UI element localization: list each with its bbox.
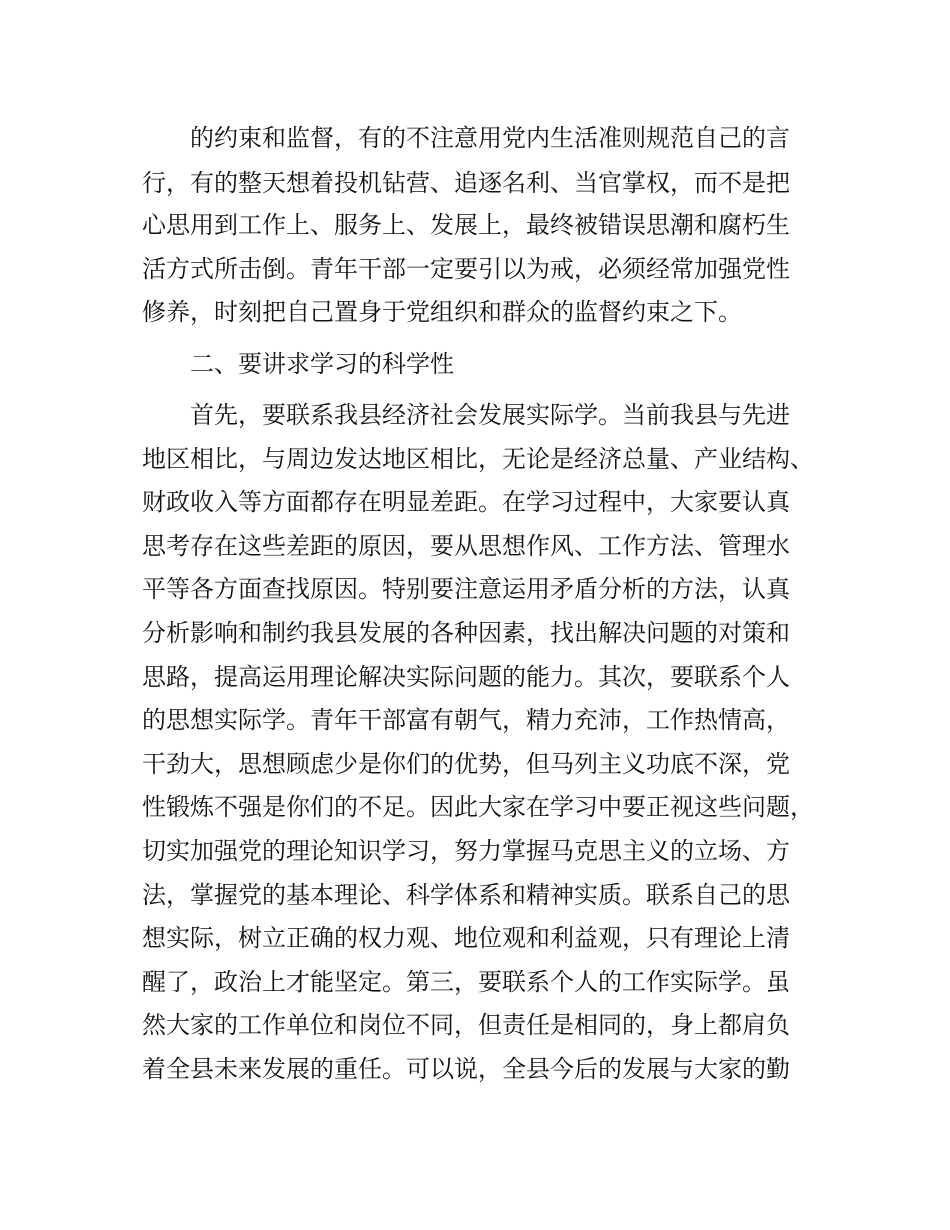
paragraph-line: 行，有的整天想着投机钻营、追逐名利、当官掌权，而不是把 — [142, 169, 790, 197]
paragraph-line: 地区相比，与周边发达地区相比，无论是经济总量、产业结构、 — [142, 445, 814, 473]
paragraph-line: 思考存在这些差距的原因，要从思想作风、工作方法、管理水 — [142, 532, 790, 560]
section-heading: 二、要讲求学习的科学性 — [190, 350, 454, 378]
paragraph-line: 平等各方面查找原因。特别要注意运用矛盾分析的方法，认真 — [142, 575, 790, 603]
paragraph-line: 活方式所击倒。青年干部一定要引以为戒，必须经常加强党性 — [142, 255, 790, 283]
paragraph-line: 性锻炼不强是你们的不足。因此大家在学习中要正视这些问题， — [142, 793, 814, 821]
paragraph-line: 干劲大，思想顾虑少是你们的优势，但马列主义功底不深，党 — [142, 750, 790, 778]
paragraph-line: 思路，提高运用理论解决实际问题的能力。其次，要联系个人 — [142, 663, 790, 691]
paragraph-line: 醒了，政治上才能坚定。第三，要联系个人的工作实际学。虽 — [142, 968, 790, 996]
paragraph-line: 心思用到工作上、服务上、发展上，最终被错误思潮和腐朽生 — [142, 211, 790, 239]
paragraph-line: 的思想实际学。青年干部富有朝气，精力充沛，工作热情高， — [142, 706, 790, 734]
paragraph-line: 分析影响和制约我县发展的各种因素，找出解决问题的对策和 — [142, 619, 790, 647]
paragraph-line: 然大家的工作单位和岗位不同，但责任是相同的，身上都肩负 — [142, 1011, 790, 1039]
paragraph-line: 法，掌握党的基本理论、科学体系和精神实质。联系自己的思 — [142, 881, 790, 909]
paragraph-line: 修养，时刻把自己置身于党组织和群众的监督约束之下。 — [142, 298, 742, 326]
paragraph-line: 首先，要联系我县经济社会发展实际学。当前我县与先进 — [190, 401, 790, 429]
paragraph-line: 的约束和监督，有的不注意用党内生活准则规范自己的言 — [190, 124, 790, 152]
paragraph-line: 切实加强党的理论知识学习，努力掌握马克思主义的立场、方 — [142, 837, 790, 865]
paragraph-line: 着全县未来发展的重任。可以说，全县今后的发展与大家的勤 — [142, 1055, 790, 1083]
paragraph-line: 想实际，树立正确的权力观、地位观和利益观，只有理论上清 — [142, 924, 790, 952]
paragraph-line: 财政收入等方面都存在明显差距。在学习过程中，大家要认真 — [142, 488, 790, 516]
